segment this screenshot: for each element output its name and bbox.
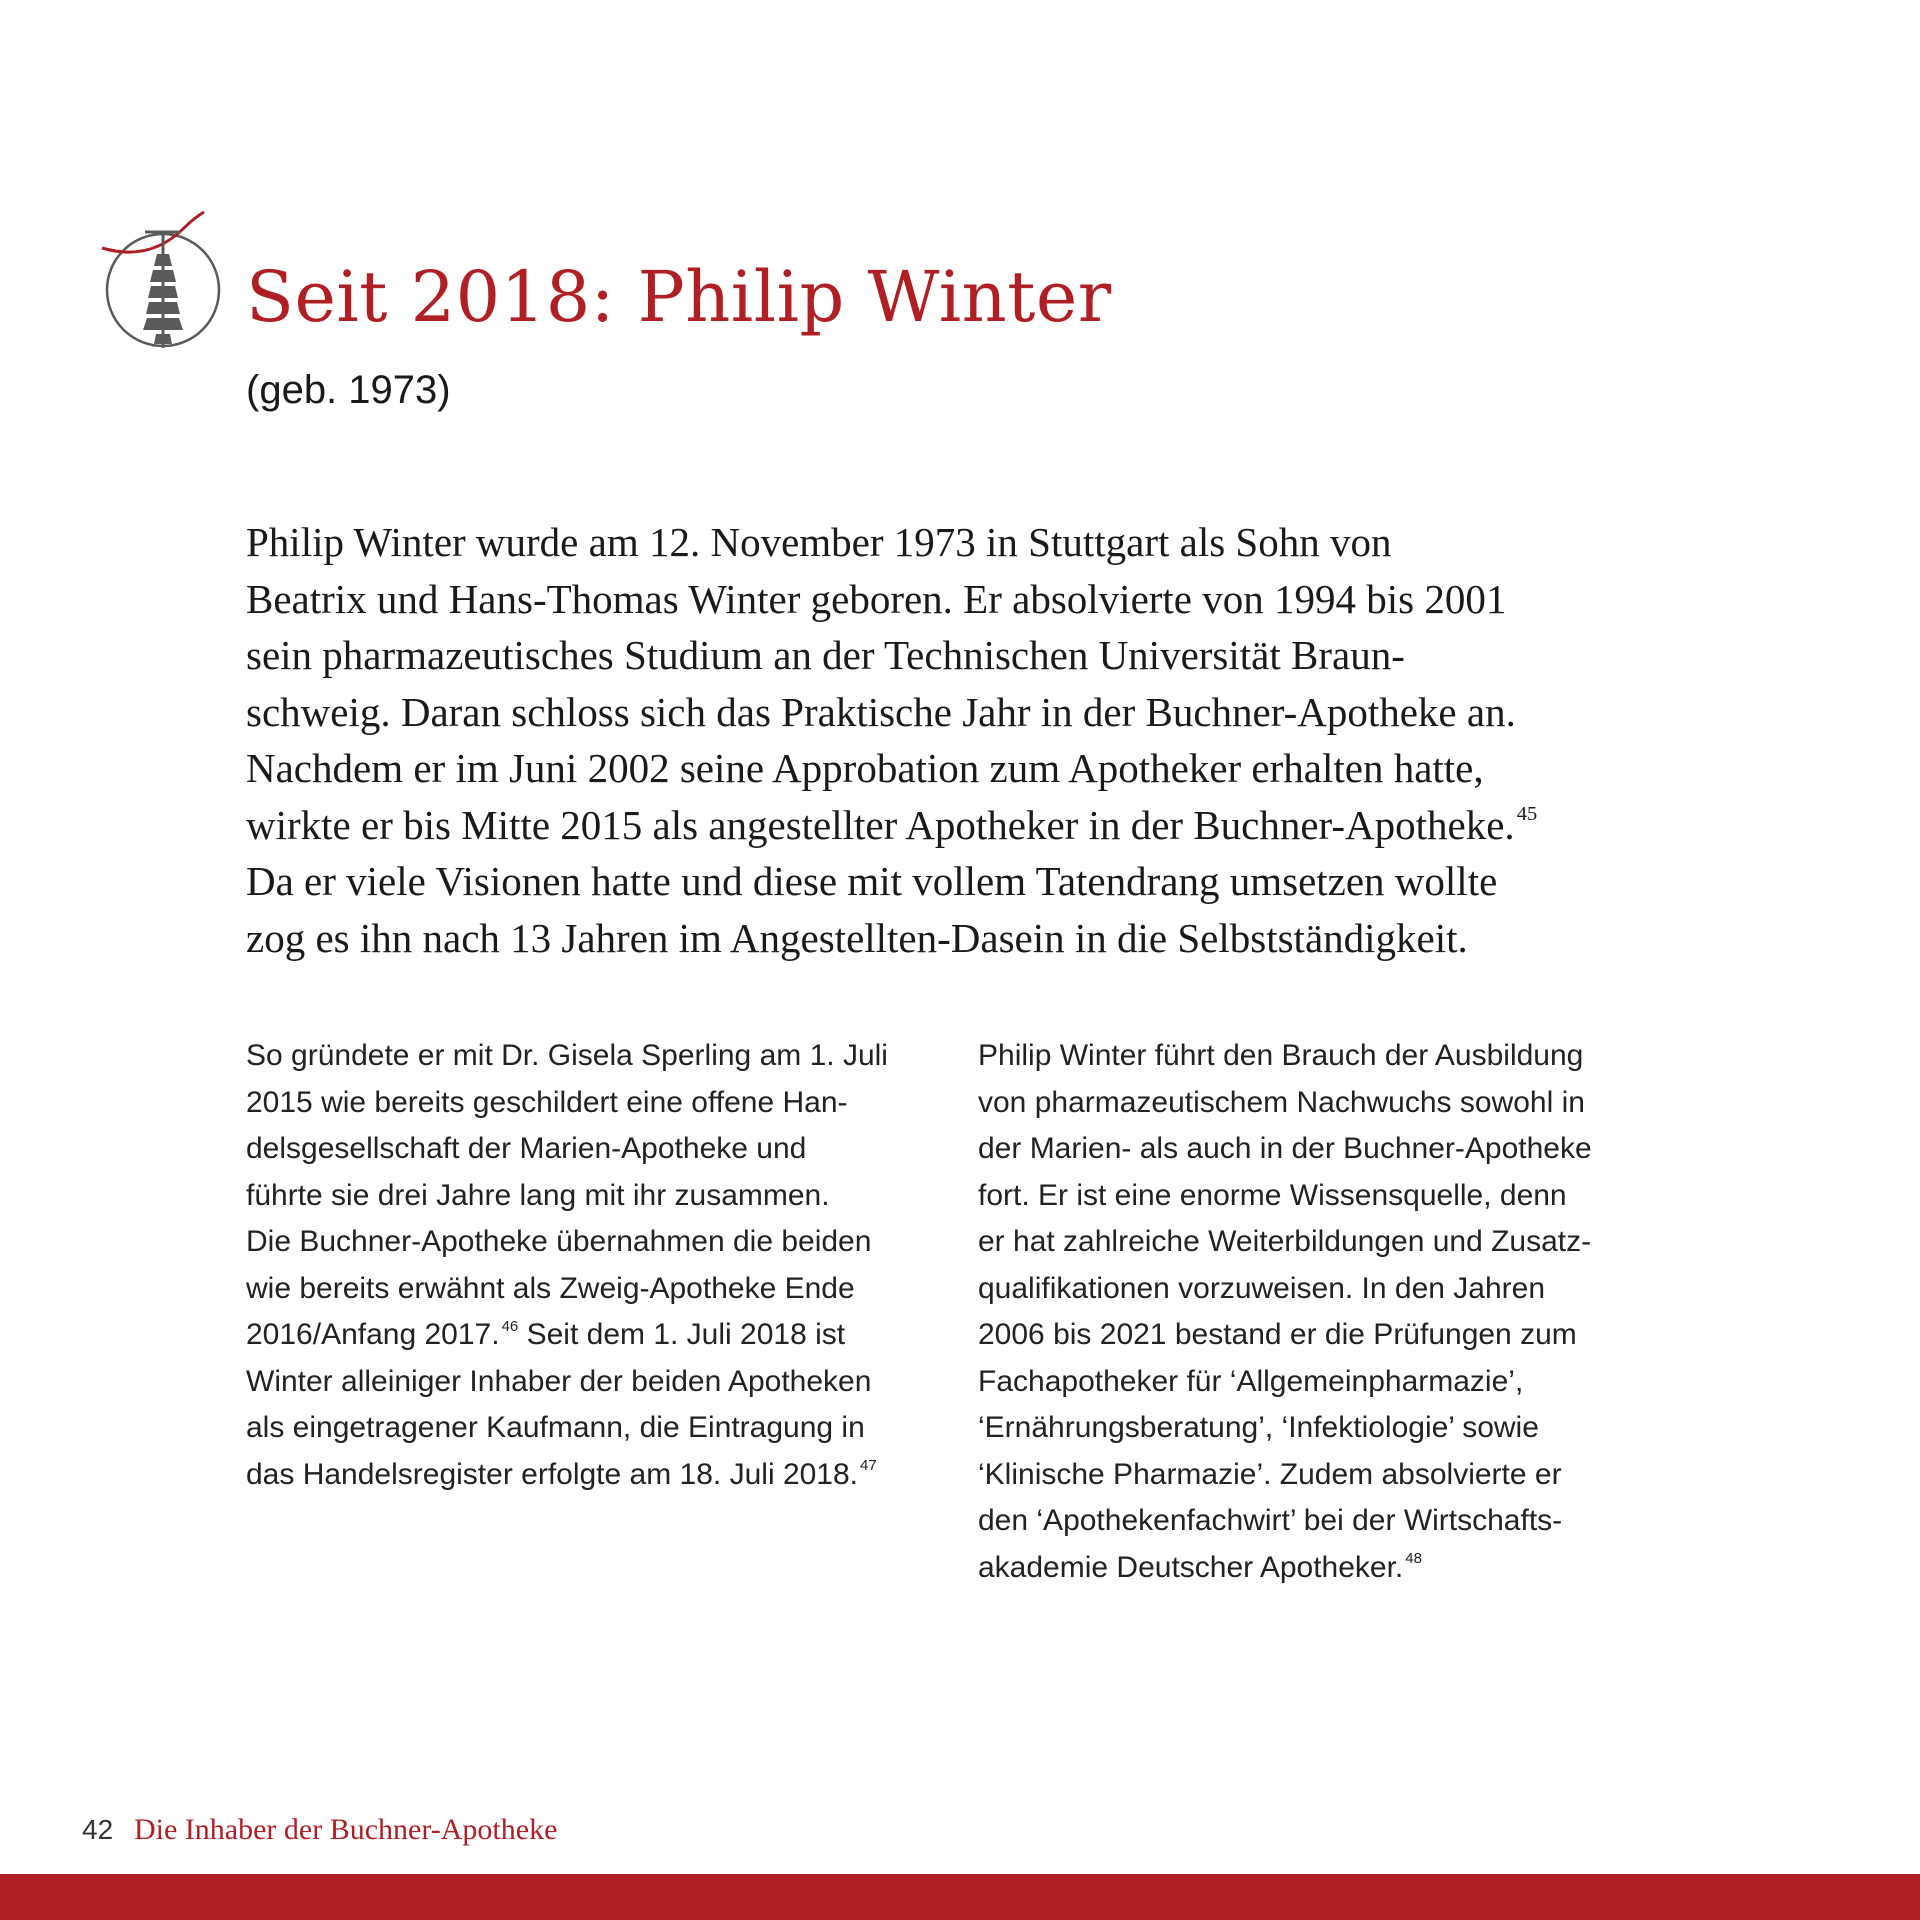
lead-line: sein pharmazeutisches Studium an der Technischen Universität Braun- [246,632,1405,678]
column-line: qualifikationen vorzuweisen. In den Jahren [978,1271,1546,1305]
column-line: er hat zahlreiche Weiterbildungen und Zusatz- [978,1225,1592,1258]
column-line [978,1545,1678,1592]
lead-line [246,797,1686,854]
footnote-ref: 48 [1405,1550,1422,1567]
column-line: führte sie drei Jahre lang mit ihr zusammen. [246,1178,830,1212]
column-line: ‘Klinische Pharmazie’. Zudem absolvierte er [978,1457,1562,1491]
footnote-ref: 46 [501,1317,519,1335]
left-column-text [246,1033,946,1498]
lead-line: zog es ihn nach 13 Jahren im Angestellten-Dasein in die Selbstständigkeit. [246,914,1468,961]
running-title: Die Inhaber der Buchner-Apotheke [134,1813,558,1846]
footnote-ref: 45 [1516,803,1538,826]
right-column-text [978,1033,1678,1591]
page-number: 42 [82,1814,114,1845]
page-title: Seit 2018: Philip Winter [246,256,1112,338]
column-line: delsgesellschaft der Marien-Apotheke und [246,1132,807,1165]
column-line: Philip Winter führt den Brauch der Ausbildung [978,1039,1584,1072]
birth-year-subtitle: (geb. 1973) [246,368,451,412]
column-line: Fachapotheker für ‘Allgemeinpharmazie’, [978,1364,1524,1398]
column-line: den ‘Apothekenfachwirt’ bei der Wirtschafts- [978,1504,1563,1537]
column-line: 2006 bis 2021 bestand er die Prüfungen zum [978,1318,1577,1351]
lead-line: Nachdem er im Juni 2002 seine Approbation zum Apotheker erhalten hatte, [246,745,1484,791]
lead-paragraph [246,514,1686,966]
footer-accent-bar [0,1874,1920,1920]
lead-line-text: wirkte er bis Mitte 2015 als angestellter Apotheker in der Buchner-Apotheke. [246,801,1515,848]
column-line: 2015 wie bereits geschildert eine offene Han- [246,1085,848,1119]
column-line: So gründete er mit Dr. Gisela Sperling am 1. Juli [246,1039,888,1072]
column-line: ‘Ernährungsberatung’, ‘Infektiologie’ sowie [978,1411,1539,1444]
footnote-ref: 47 [860,1457,877,1474]
column-line: Winter alleiniger Inhaber der beiden Apotheken [246,1364,872,1398]
lead-line: Philip Winter wurde am 12. November 1973 in Stuttgart als Sohn von [246,519,1392,565]
column-line: wie bereits erwähnt als Zweig-Apotheke Ende [246,1271,855,1305]
lead-line: Beatrix und Hans-Thomas Winter geboren. Er absolvierte von 1994 bis 2001 [246,575,1507,622]
column-line-text: das Handelsregister erfolgte am 18. Juli 2018. [246,1457,859,1491]
column-line [246,1312,946,1359]
lead-line: Da er viele Visionen hatte und diese mit vollem Tatendrang umsetzen wollte [246,858,1498,904]
lead-line: schweig. Daran schloss sich das Praktische Jahr in der Buchner-Apotheke an. [246,688,1516,735]
column-line-text: 2016/Anfang 2017. [246,1318,500,1351]
column-line [246,1452,946,1499]
column-line: von pharmazeutischem Nachwuchs sowohl in [978,1085,1585,1119]
column-line-text: Seit dem 1. Juli 2018 ist [518,1318,846,1351]
column-line: fort. Er ist eine enorme Wissensquelle, denn [978,1178,1567,1212]
column-line-text: akademie Deutscher Apotheker. [978,1550,1404,1584]
column-line: als eingetragener Kaufmann, die Eintragung in [246,1411,865,1444]
column-line: der Marien- als auch in der Buchner-Apotheke [978,1132,1592,1165]
pharmacy-logo-icon [100,208,230,348]
column-line: Die Buchner-Apotheke übernahmen die beiden [246,1225,872,1258]
